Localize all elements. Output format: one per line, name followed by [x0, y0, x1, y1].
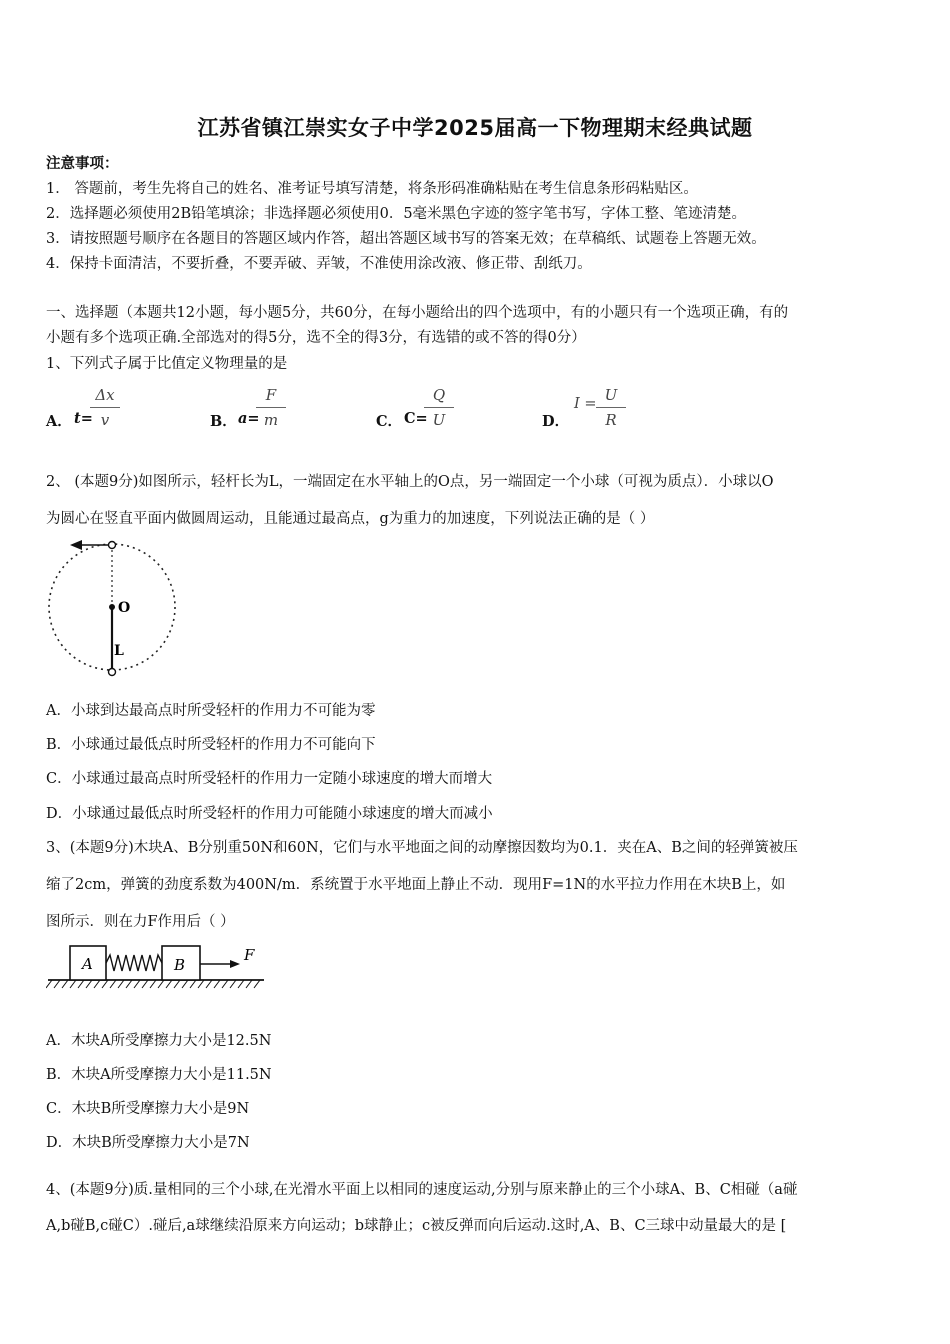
- option-label: C．: [376, 413, 403, 430]
- label-l: L: [114, 643, 124, 659]
- fraction: [256, 384, 286, 431]
- fraction-denominator: v: [100, 411, 110, 429]
- spring-blocks-figure: [46, 942, 276, 994]
- force-label: F: [244, 946, 255, 964]
- arrow-head: [70, 540, 82, 550]
- option-label: D．: [542, 413, 570, 430]
- notice-item: 3．请按照题号顺序在各题目的答题区域内作答，超出答题区域书写的答案无效；在草稿纸、试题卷上答题无效。: [46, 231, 766, 247]
- fraction-denominator: U: [432, 411, 446, 429]
- question-3-option-c: C．木块B所受摩擦力大小是9N: [46, 1101, 250, 1117]
- question-3-stem-line1: 3、(本题9分)木块A、B分别重50N和60N，它们与水平地面之间的动摩擦因数均为0.1．夹在A、B之间的轻弹簧被压: [46, 840, 798, 856]
- ground-hatching: [46, 980, 260, 988]
- question-1-options: [46, 384, 906, 434]
- block-b-label: B: [174, 956, 186, 974]
- question-3-option-d: D．木块B所受摩擦力大小是7N: [46, 1135, 250, 1151]
- section-heading-line1: 一、选择题（本题共12小题，每小题5分，共60分，在每小题给出的四个选项中，有的小题只有一个选项正确，有的: [46, 305, 789, 321]
- block-a-label: A: [82, 955, 93, 973]
- fraction: [596, 384, 626, 431]
- option-variable: I =: [574, 396, 597, 412]
- question-3-option-a: A．木块A所受摩擦力大小是12.5N: [46, 1033, 272, 1049]
- fraction-numerator: Q: [432, 386, 446, 404]
- question-2-option-b: B．小球通过最低点时所受轻杆的作用力不可能向下: [46, 737, 376, 753]
- question-1-stem: 1、下列式子属于比值定义物理量的是: [46, 356, 288, 372]
- section-heading-line2: 小题有多个选项正确.全部选对的得5分，选不全的得3分，有选错的或不答的得0分）: [46, 330, 586, 346]
- question-2-stem-line1: 2、 (本题9分)如图所示，轻杆长为L，一端固定在水平轴上的O点，另一端固定一个小球（可视为质点）．小球以O: [46, 474, 774, 490]
- notice-item: 2．选择题必须使用2B铅笔填涂；非选择题必须使用0．5毫米黑色字迹的签字笔书写，字体工整、笔迹清楚。: [46, 206, 747, 222]
- option-label: A．: [46, 413, 72, 430]
- circle-rod-figure: [44, 535, 184, 685]
- option-variable: C=: [404, 410, 428, 427]
- ball-top: [109, 542, 116, 549]
- question-2-option-d: D．小球通过最低点时所受轻杆的作用力可能随小球速度的增大而减小: [46, 806, 493, 822]
- question-4-stem-line2: A,b碰B,c碰C）.碰后,a球继续沿原来方向运动；b球静止；c被反弹而向后运动.这时,A、B、C三球中动量最大的是 [: [46, 1218, 787, 1234]
- fraction: [424, 384, 454, 431]
- fraction-denominator: m: [263, 411, 279, 429]
- label-o: O: [118, 600, 131, 616]
- question-3-stem-line2: 缩了2cm，弹簧的劲度系数为400N/m．系统置于水平地面上静止不动．现用F=1N的水平拉力作用在木块B上，如: [46, 877, 786, 893]
- question-4-stem-line1: 4、(本题9分)质.量相同的三个小球,在光滑水平面上以相同的速度运动,分别与原来静止的三个小球A、B、C相碰（a碰: [46, 1182, 798, 1198]
- option-variable: t=: [74, 410, 93, 427]
- notice-heading: 注意事项：: [46, 155, 119, 172]
- question-3-option-b: B．木块A所受摩擦力大小是11.5N: [46, 1067, 272, 1083]
- option-variable: a=: [238, 410, 260, 427]
- force-arrow-head: [230, 960, 240, 968]
- fraction-numerator: Δx: [95, 386, 115, 404]
- fraction-numerator: F: [265, 386, 277, 404]
- fraction-denominator: R: [605, 411, 617, 429]
- fraction: [90, 384, 120, 431]
- question-2-stem-line2: 为圆心在竖直平面内做圆周运动，且能通过最高点，g为重力的加速度，下列说法正确的是（ ）: [46, 511, 655, 527]
- question-2-option-c: C．小球通过最高点时所受轻杆的作用力一定随小球速度的增大而增大: [46, 771, 493, 787]
- page-title: 江苏省镇江崇实女子中学2025届高一下物理期末经典试题: [197, 116, 753, 140]
- notice-item: 4．保持卡面清洁，不要折叠，不要弄破、弄皱，不准使用涂改液、修正带、刮纸刀。: [46, 256, 592, 272]
- ball-bottom: [109, 669, 116, 676]
- notice-item: 1． 答题前，考生先将自己的姓名、准考证号填写清楚，将条形码准确粘贴在考生信息条形码粘贴区。: [46, 181, 698, 197]
- spring: [106, 955, 162, 971]
- option-label: B．: [210, 413, 237, 430]
- question-3-stem-line3: 图所示．则在力F作用后（ ）: [46, 914, 235, 930]
- question-2-option-a: A．小球到达最高点时所受轻杆的作用力不可能为零: [46, 703, 376, 719]
- fraction-numerator: U: [604, 386, 618, 404]
- pivot-point: [109, 604, 115, 610]
